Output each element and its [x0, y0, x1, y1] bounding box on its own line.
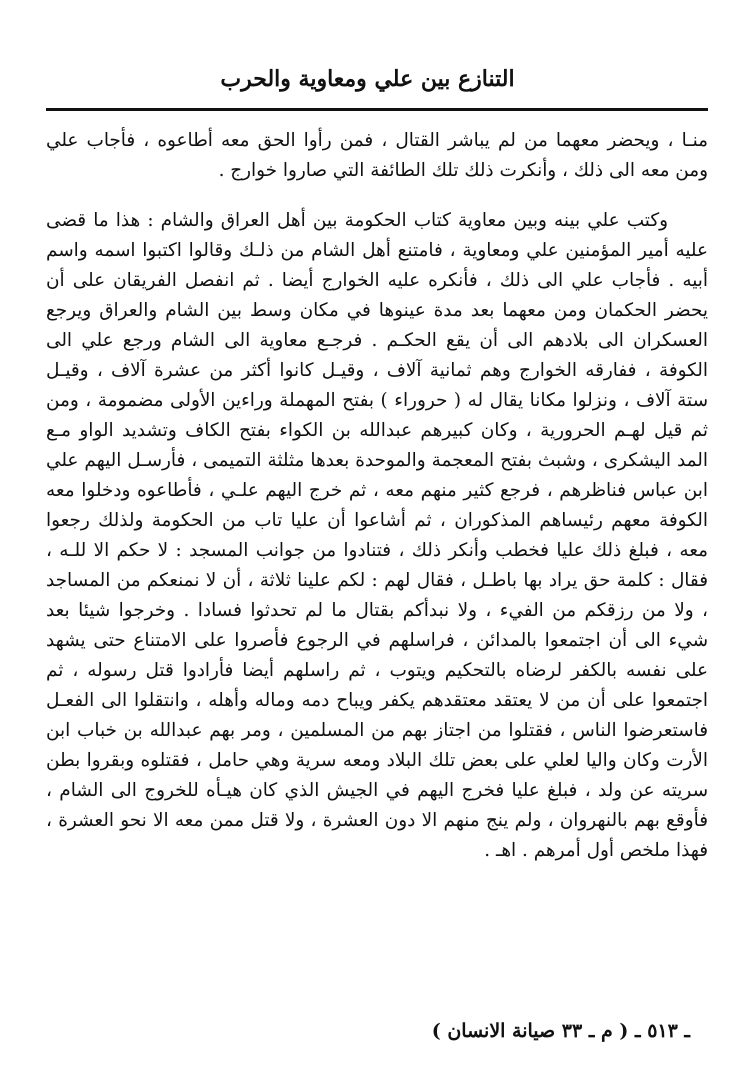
paragraph-1: منـا ، ويحضر معهما من لم يباشر القتال ، فمن رأوا الحق معه أطاعوه ، فأجاب علي ومن معه الى ذلك ، وأنكرت ذلك تلك الطائفة التي صاروا خوارج .	[46, 130, 708, 181]
paragraph-2: وكتب علي بينه وبين معاوية كتاب الحكومة بين أهل العراق والشام : هذا ما قضى عليه أمير المؤمنين علي ومعاوية ، فامتنع أهل الشام من ذلـك وقالوا اكتبوا اسمه واسم أبيه . فأجاب علي الى ذلك ، فأنكره عليه الخوارج أيضا . ثم انفصل الفريقان على أن يحضر الحكمان ومن معهما بعد مدة عينوها في مكان وسط بين الشام والعراق ويرجع العسكران الى بلادهم الى أن يقع الحكـم . فرجـع معاوية الى الشام ورجع علي الى الكوفة ، ففارقه الخوارج وهم ثمانية آلاف ، وقيـل كانوا أكثر من عشرة آلاف ، وقيـل ستة آلاف ، ونزلوا مكانا يقال له ( حروراء ) بفتح المهملة وراءين الأولى مضمومة ، ومن ثم قيل لهـم الحرورية ، وكان كبيرهم عبدالله بن الكواء بفتح الكاف وتشديد الواو مـع المد اليشكرى ، وشبث بفتح المعجمة والموحدة بعدها مثلثة التميمى ، فأرسـل اليهم علي ابن عباس فناظرهم ، فرجع كثير منهم معه ، ثم خرج اليهم علـي ، فأطاعوه ودخلوا معه الكوفة معهم رئيساهم المذكوران ، ثم أشاعوا أن عليا تاب من الحكومة ولذلك رجعوا معه ، فبلغ ذلك عليا فخطب وأنكر ذلك ، فتنادوا من جوانب المسجد : لا حكم الا للـه ، فقال : كلمة حق يراد بها باطـل ، فقال لهم : لكم علينا ثلاثة ، أن لا نمنعكم من المساجد ، ولا من رزقكم من الفيء ، ولا نبدأكم بقتال ما لم تحدثوا فسادا . وخرجوا شيئا بعد شيء الى أن اجتمعوا بالمدائن ، فراسلهم في الرجوع فأصروا على الامتناع حتى يشهد على نفسه بالكفر لرضاه بالتحكيم ويتوب ، ثم راسلهم أيضا فأرادوا قتل رسوله ، ثم اجتمعوا على أن من لا يعتقد معتقدهم يكفر ويباح دمه وماله وأهله ، وانتقلوا الى الفعـل فاستعرضوا الناس ، فقتلوا من اجتاز بهم من المسلمين ، ومر بهم عبدالله بن خباب ابن الأرت وكان واليا لعلي على بعض تلك البلاد ومعه سرية وهي حامل ، فقتلوه وبقروا بطن سريته عن ولد ، فبلغ عليا فخرج اليهم في الجيش الذي كان هيـأه للخروج الى الشام ، فأوقع بهم بالنهروان ، ولم ينج منهم الا دون العشرة ، ولا قتل ممن معه الا نحو العشرة ، فهذا ملخص أول أمرهم . اهـ .	[46, 210, 708, 861]
page-footer: ـ ٥١٣ ـ ( م ـ ٣٣ صيانة الانسان )	[431, 1020, 690, 1042]
running-title: التنازع بين علي ومعاوية والحرب	[220, 66, 515, 92]
body-text	[46, 126, 708, 866]
header-rule	[46, 108, 708, 111]
